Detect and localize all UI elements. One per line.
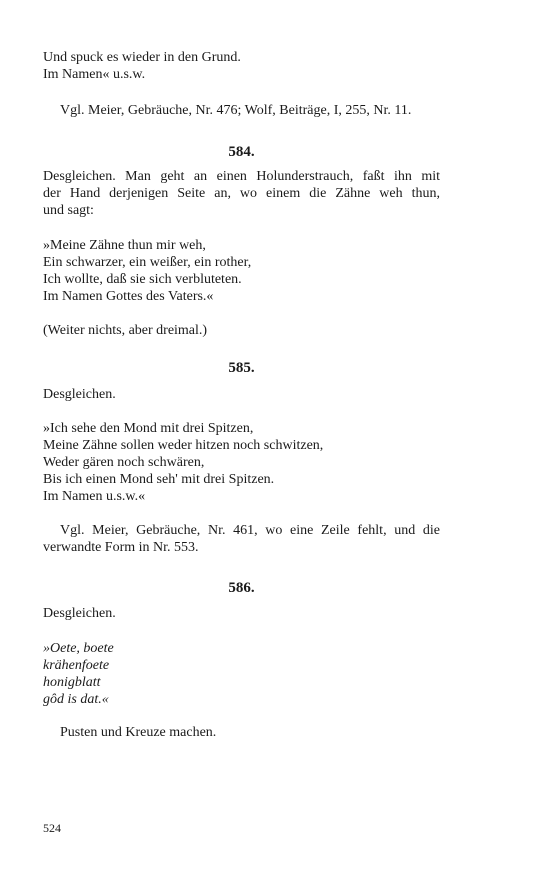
verse-line: »Ich sehe den Mond mit drei Spitzen, bbox=[43, 421, 254, 436]
verse-line: »Meine Zähne thun mir weh, bbox=[43, 238, 206, 253]
reference-text: Vgl. Meier, Gebräuche, Nr. 461, wo eine Zeile fehlt, und die bbox=[60, 523, 440, 538]
verse-line: Ein schwarzer, ein weißer, ein rother, bbox=[43, 255, 252, 270]
text-line: Und spuck es wieder in den Grund. bbox=[43, 50, 241, 65]
text-line: und sagt: bbox=[43, 203, 94, 218]
section-heading-584: 584. bbox=[228, 144, 255, 160]
verse-line: Im Namen u.s.w.« bbox=[43, 489, 146, 504]
page-number: 524 bbox=[43, 821, 61, 835]
note-text: Pusten und Kreuze machen. bbox=[60, 725, 217, 740]
note-text: (Weiter nichts, aber dreimal.) bbox=[43, 323, 208, 338]
verse-line: Im Namen Gottes des Vaters.« bbox=[43, 289, 214, 304]
section-heading-586: 586. bbox=[228, 580, 255, 596]
text-line: Im Namen« u.s.w. bbox=[43, 67, 146, 82]
verse-line: gôd is dat.« bbox=[43, 692, 109, 707]
verse-line: Ich wollte, daß sie sich verbluteten. bbox=[43, 272, 242, 287]
text-line: der Hand derjenigen Seite an, wo einem die Zähne weh thun, bbox=[43, 186, 440, 201]
verse-line: honigblatt bbox=[43, 675, 101, 690]
verse-line: Weder gären noch schwären, bbox=[43, 455, 205, 470]
verse-line: Meine Zähne sollen weder hitzen noch schwitzen, bbox=[43, 438, 324, 453]
text-line: Desgleichen. bbox=[43, 387, 116, 402]
verse-line: »Oete, boete bbox=[43, 641, 114, 656]
verse-line: Bis ich einen Mond seh' mit drei Spitzen. bbox=[43, 472, 275, 487]
section-heading-585: 585. bbox=[228, 360, 255, 376]
text-line: Desgleichen. Man geht an einen Holunderstrauch, faßt ihn mit bbox=[43, 169, 440, 184]
reference-text: verwandte Form in Nr. 553. bbox=[43, 540, 199, 555]
reference-text: Vgl. Meier, Gebräuche, Nr. 476; Wolf, Beiträge, I, 255, Nr. 11. bbox=[60, 103, 412, 118]
text-line: Desgleichen. bbox=[43, 606, 116, 621]
verse-line: krähenfoete bbox=[43, 658, 110, 673]
